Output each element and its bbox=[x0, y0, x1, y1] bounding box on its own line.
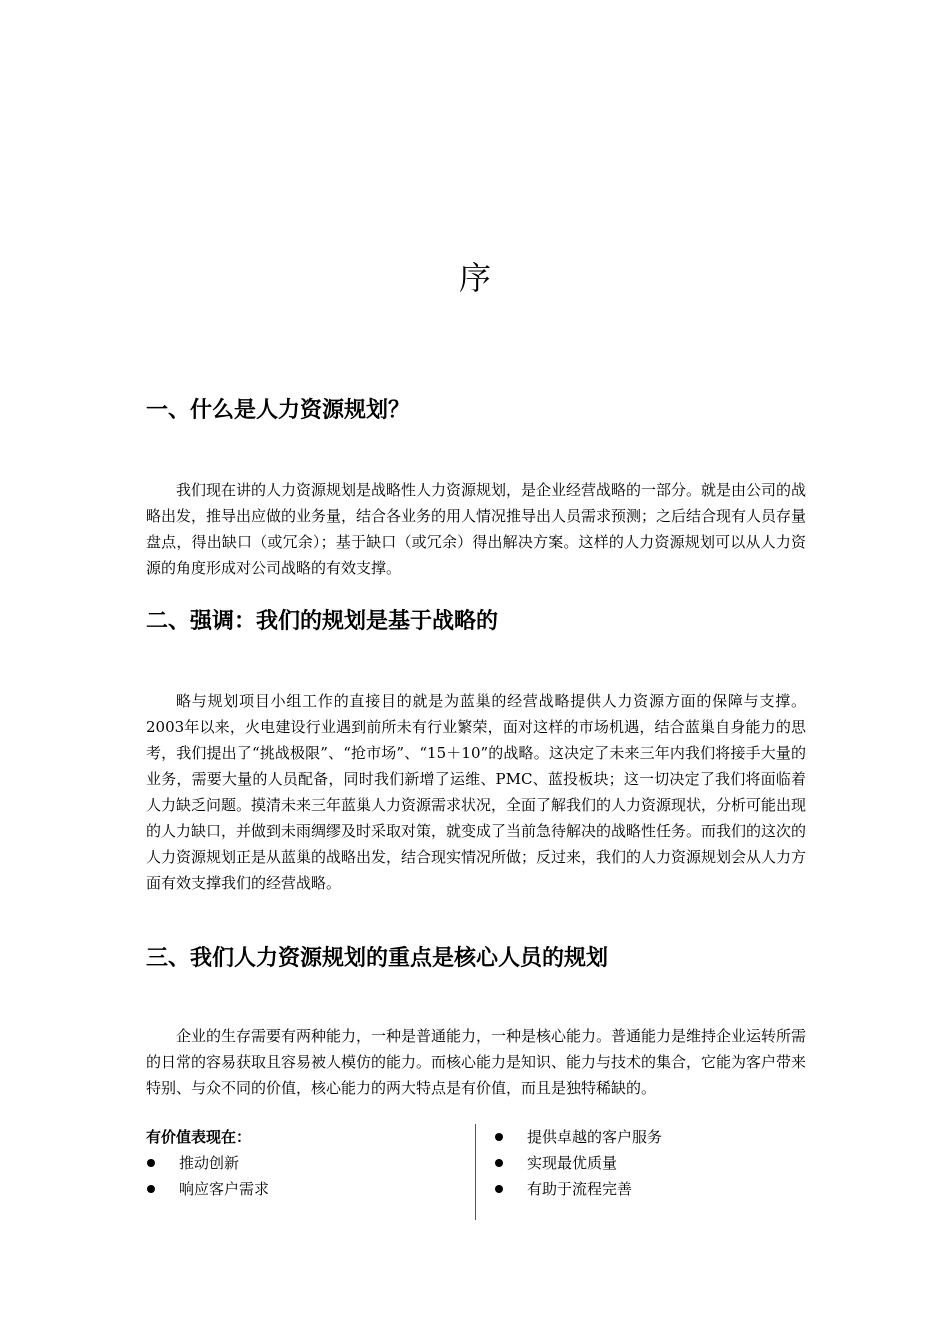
value-list-left bbox=[146, 1124, 269, 1202]
section-1-heading: 一、什么是人力资源规划？ bbox=[146, 398, 411, 423]
list-item bbox=[146, 1150, 269, 1176]
list-item bbox=[494, 1150, 662, 1176]
section-3-body: 企业的生存需要有两种能力，一种是普通能力，一种是核心能力。普通能力是维持企业运转所需的日常的容易获取且容易被人模仿的能力。而核心能力是知识、能力与技术的集合，它能为客户带来特别、与众不同的价值，核心能力的两大特点是有价值，而且是独特稀缺的。 bbox=[146, 1027, 807, 1097]
section-3-heading: 三、我们人力资源规划的重点是核心人员的规划 bbox=[146, 946, 609, 971]
list-item-text: 推动创新 bbox=[179, 1154, 240, 1172]
list-item bbox=[494, 1176, 662, 1202]
bullet-icon bbox=[495, 1159, 503, 1167]
list-item-text: 提供卓越的客户服务 bbox=[527, 1128, 663, 1146]
section-2-heading: 二、强调：我们的规划是基于战略的 bbox=[146, 609, 499, 634]
section-1-body: 我们现在讲的人力资源规划是战略性人力资源规划，是企业经营战略的一部分。就是由公司的战略出发，推导出应做的业务量，结合各业务的用人情况推导出人员需求预测；之后结合现有人员存量盘点，得出缺口（或冗余）；基于缺口（或冗余）得出解决方案。这样的人力资源规划可以从人力资源的角度形成对公司战略的有效支撑。 bbox=[146, 481, 807, 577]
value-list-right bbox=[494, 1124, 662, 1202]
list-item-text: 实现最优质量 bbox=[527, 1154, 618, 1172]
list-item-text: 响应客户需求 bbox=[179, 1180, 270, 1198]
page-title: 序 bbox=[458, 259, 491, 297]
value-list-label: 有价值表现在： bbox=[146, 1128, 252, 1146]
list-item bbox=[146, 1176, 269, 1202]
section-2-body: 略与规划项目小组工作的直接目的就是为蓝巢的经营战略提供人力资源方面的保障与支撑。2003年以来，火电建设行业遇到前所未有行业繁荣，面对这样的市场机遇，结合蓝巢自身能力的思考，我们提出了“挑战极限”、“抢市场”、“15＋10”的战略。这决定了未来三年内我们将接手大量的业务，需要大量的人员配备，同时我们新增了运维、PMC、蓝投板块；这一切决定了我们将面临着人力缺乏问题。摸清未来三年蓝巢人力资源需求状况，全面了解我们的人力资源现状，分析可能出现的人力缺口，并做到未雨绸缪及时采取对策，就变成了当前急待解决的战略性任务。而我们的这次的人力资源规划正是从蓝巢的战略出发，结合现实情况所做；反过来，我们的人力资源规划会从人力方面有效支撑我们的经营战略。 bbox=[146, 692, 807, 892]
bullet-icon bbox=[147, 1159, 155, 1167]
column-divider bbox=[475, 1124, 476, 1220]
list-item-text: 有助于流程完善 bbox=[527, 1180, 633, 1198]
bullet-icon bbox=[147, 1185, 155, 1193]
bullet-icon bbox=[495, 1133, 503, 1141]
bullet-icon bbox=[495, 1185, 503, 1193]
list-item bbox=[494, 1124, 662, 1150]
